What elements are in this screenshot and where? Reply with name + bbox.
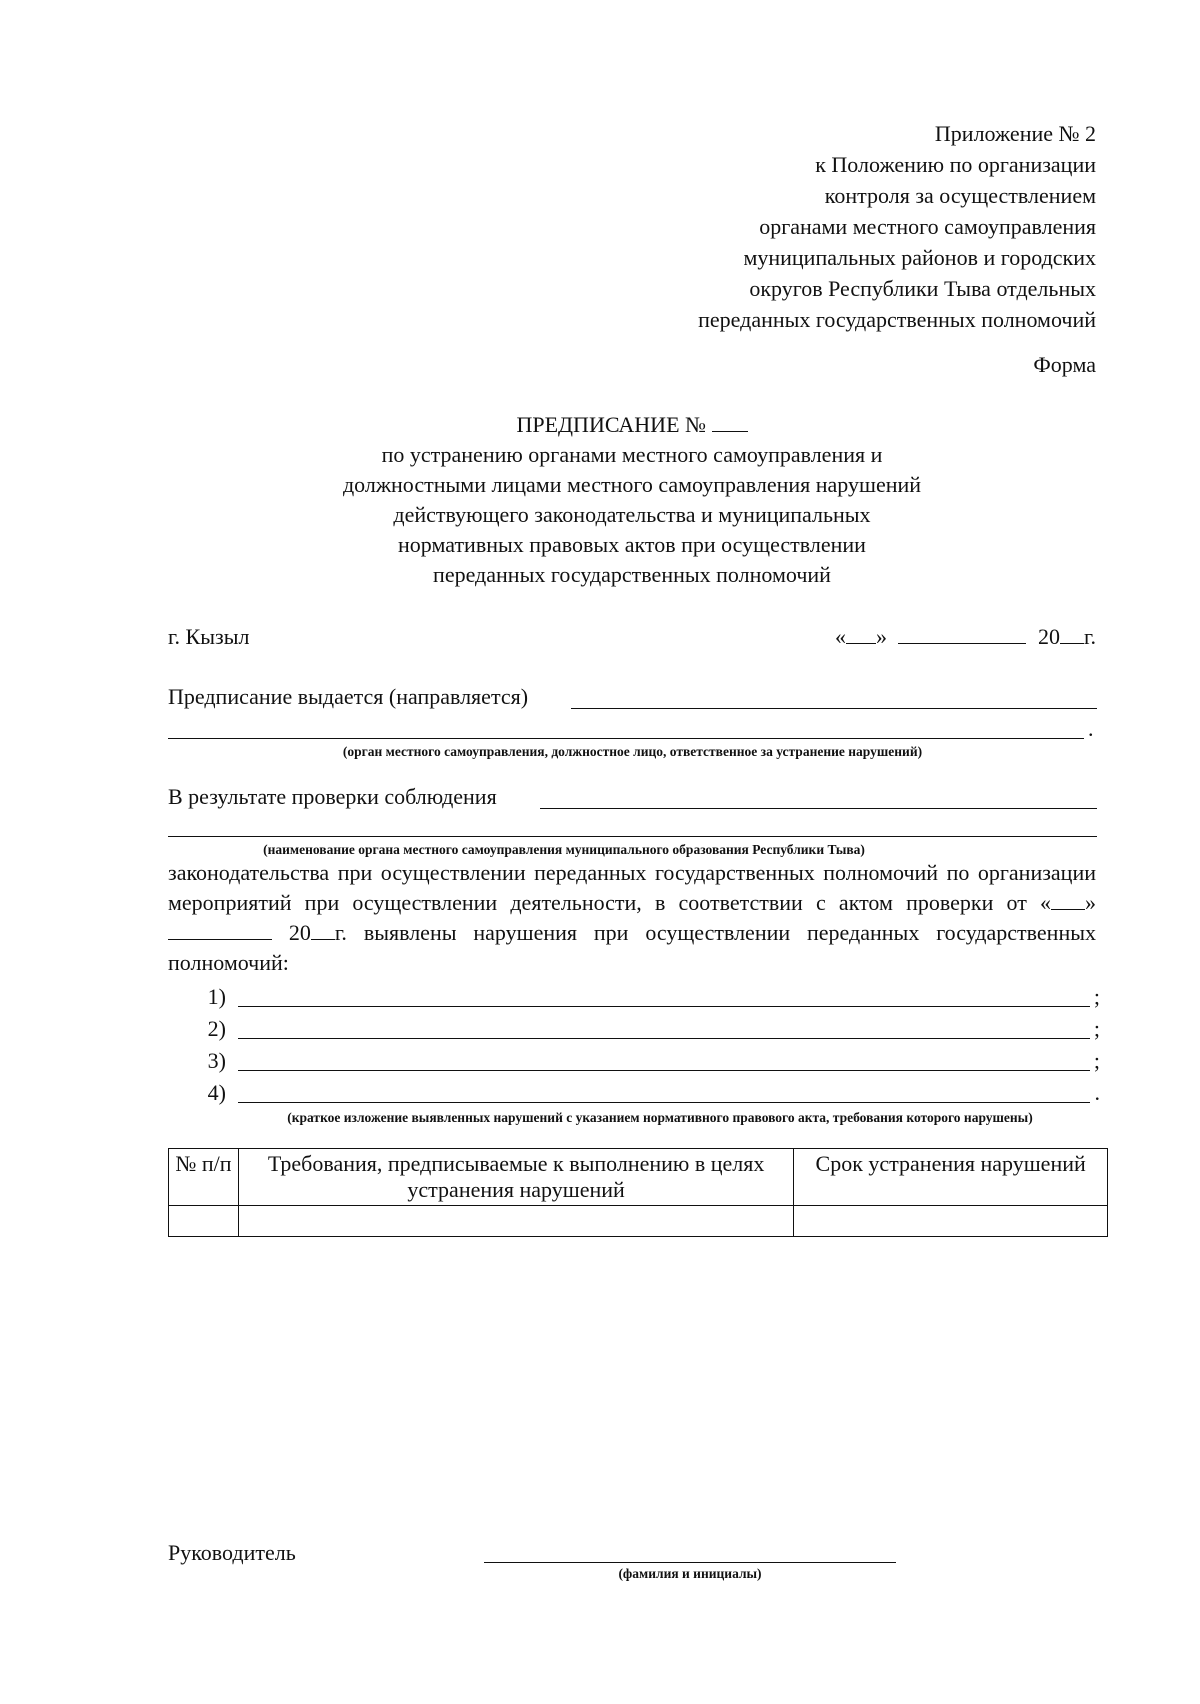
appendix-header — [698, 118, 1096, 335]
title-line: переданных государственных полномочий — [433, 562, 831, 587]
act-year-prefix: 20 — [288, 920, 311, 945]
open-quote: « — [834, 624, 846, 649]
violation-line[interactable] — [238, 1038, 1090, 1039]
appendix-line: органами местного самоуправления — [759, 214, 1096, 239]
inspection-line-1[interactable] — [540, 808, 1097, 809]
year-prefix: 20 — [1037, 624, 1060, 649]
violation-item — [186, 1080, 1100, 1110]
violation-end-mark: . — [1094, 1080, 1100, 1105]
signature-hint: (фамилия и инициалы) — [618, 1566, 762, 1581]
violation-end-mark: ; — [1093, 984, 1100, 1009]
act-year-blank[interactable] — [311, 921, 335, 940]
table-header-row — [169, 1149, 1108, 1206]
document-title — [0, 410, 1200, 590]
violation-item — [186, 1048, 1100, 1078]
act-day-blank[interactable] — [1051, 891, 1085, 910]
violation-line[interactable] — [238, 1102, 1090, 1103]
signature-line[interactable] — [484, 1562, 896, 1563]
body-part1: законодательства при осуществлении переданных государственных полномочий по организации мероприятий при осуществлении деятельности, в соответствии с актом проверки от — [168, 860, 1096, 915]
title-line: действующего законодательства и муниципальных — [393, 502, 871, 527]
body-part2: г. выявлены нарушения при осуществлении переданных государственных полномочий: — [168, 920, 1097, 975]
appendix-line: Приложение № 2 — [934, 121, 1096, 146]
inspection-line-2[interactable] — [168, 836, 1097, 837]
violations-hint: (краткое изложение выявленных нарушений с указанием нормативного правового акта, требования которого нарушены) — [287, 1110, 1033, 1125]
title-line: должностными лицами местного самоуправления нарушений — [342, 472, 922, 497]
violation-line[interactable] — [238, 1006, 1090, 1007]
col-number-header: № п/п — [169, 1149, 239, 1206]
appendix-line: муниципальных районов и городских — [743, 245, 1096, 270]
violation-line[interactable] — [238, 1070, 1090, 1071]
title-line: нормативных правовых актов при осуществлении — [398, 532, 866, 557]
year-suffix: г. — [1083, 624, 1096, 649]
issued-to-line-1[interactable] — [571, 708, 1097, 709]
issued-to-line-2[interactable] — [168, 738, 1084, 739]
body-paragraph — [168, 858, 1096, 978]
violation-item — [186, 1016, 1100, 1046]
issued-to-label: Предписание выдается (направляется) — [168, 684, 529, 709]
inspection-hint: (наименование органа местного самоуправления муниципального образования Республики Тыва) — [263, 842, 865, 857]
inspection-label: В результате проверки соблюдения — [168, 784, 497, 809]
table-cell-deadline[interactable] — [794, 1206, 1108, 1237]
violation-number: 4) — [207, 1080, 226, 1105]
month-blank[interactable] — [898, 625, 1026, 644]
form-label: Форма — [1033, 352, 1096, 377]
year-blank[interactable] — [1060, 625, 1084, 644]
violation-number: 1) — [207, 984, 226, 1009]
date-field — [835, 624, 1096, 650]
day-blank[interactable] — [846, 625, 876, 644]
violation-item — [186, 984, 1100, 1014]
violation-number: 2) — [207, 1016, 226, 1041]
violation-number: 3) — [207, 1048, 226, 1073]
violation-end-mark: ; — [1093, 1016, 1100, 1041]
requirements-table — [168, 1148, 1108, 1237]
issued-to-end-mark: . — [1088, 716, 1094, 741]
appendix-line: переданных государственных полномочий — [698, 307, 1096, 332]
appendix-line: округов Республики Тыва отдельных — [749, 276, 1096, 301]
act-month-blank[interactable] — [168, 921, 272, 940]
title-line: по устранению органами местного самоуправления и — [381, 442, 883, 467]
violation-end-mark: ; — [1093, 1048, 1100, 1073]
table-row — [169, 1206, 1108, 1237]
signature-label: Руководитель — [168, 1540, 296, 1565]
act-close-quote: » — [1085, 890, 1096, 915]
title-heading — [0, 410, 1200, 440]
act-open-quote: « — [1040, 890, 1051, 915]
title-heading-text: ПРЕДПИСАНИЕ № — [516, 412, 706, 437]
table-cell-number[interactable] — [169, 1206, 239, 1237]
issued-to-hint: (орган местного самоуправления, должностное лицо, ответственное за устранение нарушений) — [342, 744, 923, 759]
order-number-blank[interactable] — [712, 413, 748, 432]
appendix-line: к Положению по организации — [815, 152, 1096, 177]
close-quote: » — [875, 624, 887, 649]
col-requirements-header: Требования, предписываемые к выполнению в целях устранения нарушений — [238, 1149, 793, 1206]
col-deadline-header: Срок устранения нарушений — [794, 1149, 1108, 1206]
table-cell-requirement[interactable] — [238, 1206, 793, 1237]
appendix-line: контроля за осуществлением — [824, 183, 1096, 208]
city-label: г. Кызыл — [168, 624, 250, 649]
